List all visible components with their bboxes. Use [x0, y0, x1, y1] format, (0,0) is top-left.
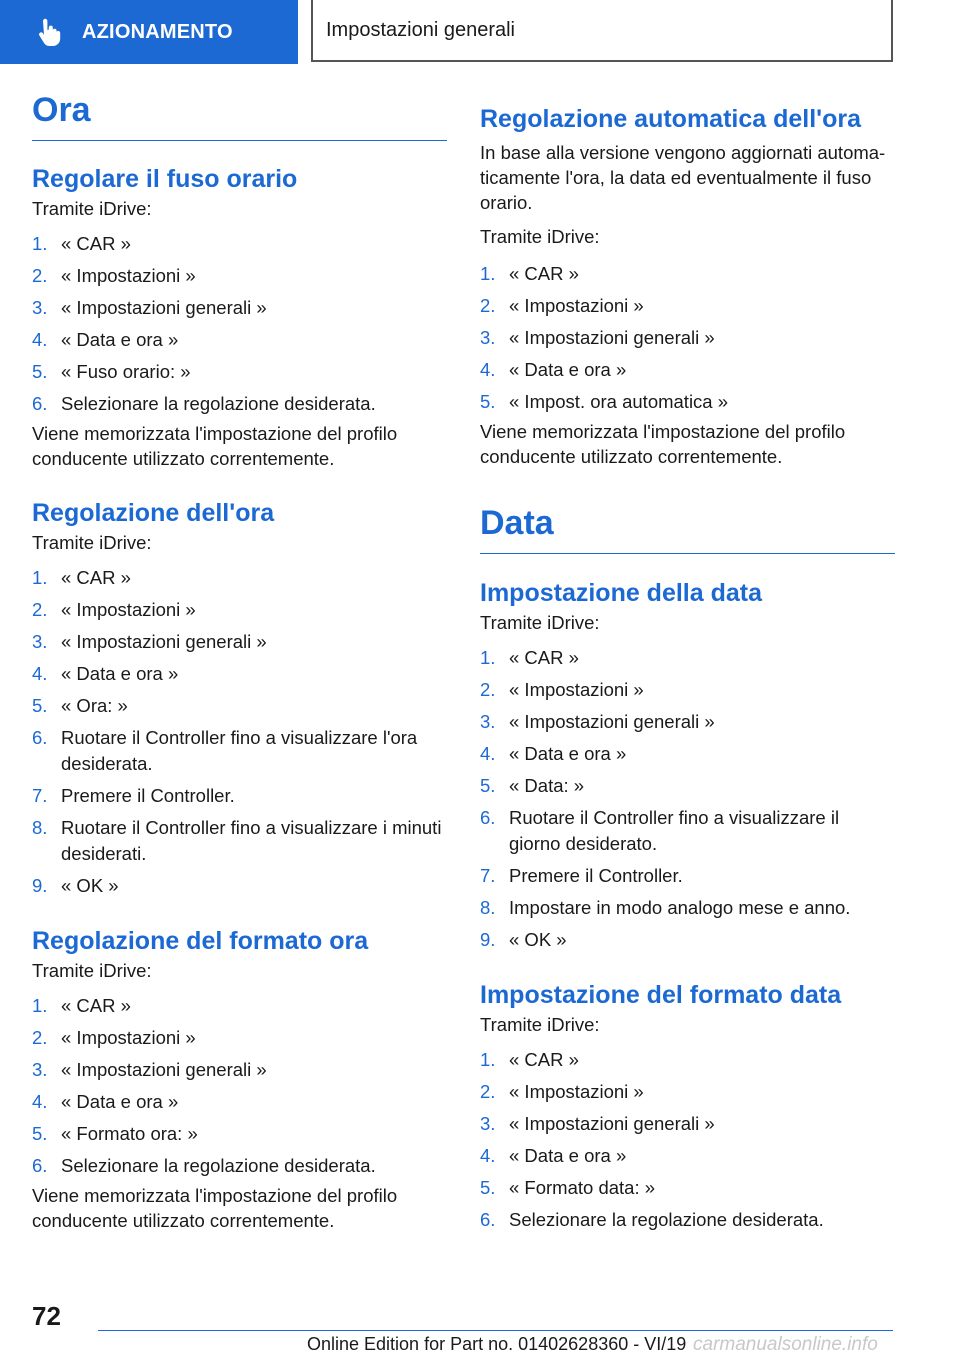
list-item: 5. « Ora: »	[32, 695, 128, 716]
description-text: In base alla versione vengono aggiornati automa-ticamente l'ora, la data ed eventualmente il fuso orario.	[480, 142, 886, 213]
left-column	[32, 90, 447, 1233]
section-tab-label: AZIONAMENTO	[82, 20, 233, 43]
list-item: 2. « Impostazioni »	[32, 1027, 196, 1048]
list-item: 3. « Impostazioni generali »	[32, 297, 267, 318]
list-item: 1. « CAR »	[480, 1049, 579, 1070]
title-ora: Ora	[32, 90, 447, 141]
intro-text: Tramite iDrive:	[480, 1014, 600, 1035]
list-item: 2. « Impostazioni »	[480, 295, 644, 316]
intro-text: Tramite iDrive:	[32, 532, 152, 553]
list-item: 6. Selezionare la regolazione desiderata.	[32, 1155, 376, 1176]
hand-pointer-icon	[34, 17, 64, 47]
intro-text: Tramite iDrive:	[32, 198, 152, 219]
steps-list	[32, 231, 447, 417]
list-item: 4. « Data e ora »	[480, 359, 627, 380]
list-item: 7. Premere il Controller.	[32, 785, 235, 806]
list-item: 8. Ruotare il Controller fino a visualizzare i minuti desiderati.	[32, 817, 442, 864]
list-item: 2. « Impostazioni »	[480, 679, 644, 700]
heading-fuso-orario: Regolare il fuso orario	[32, 165, 298, 193]
page-number: 72	[32, 1301, 61, 1331]
list-item: 6. Selezionare la regolazione desiderata.	[480, 1209, 824, 1230]
list-item: 2. « Impostazioni »	[480, 1081, 644, 1102]
list-item: 5. « Impost. ora automatica »	[480, 391, 729, 412]
list-item: 4. « Data e ora »	[32, 663, 179, 684]
note-text: Viene memorizzata l'impostazione del profilo conducente utilizzato correntemente.	[480, 421, 846, 467]
note-text: Viene memorizzata l'impostazione del profilo conducente utilizzato correntemente.	[32, 1185, 398, 1231]
footer-divider	[98, 1330, 893, 1331]
list-item: 4. « Data e ora »	[32, 1091, 179, 1112]
list-item: 1. « CAR »	[32, 567, 131, 588]
list-item: 3. « Impostazioni generali »	[32, 631, 267, 652]
list-item: 1. « CAR »	[32, 233, 131, 254]
list-item: 3. « Impostazioni generali »	[480, 1113, 715, 1134]
steps-list	[32, 993, 447, 1179]
list-item: 6. Selezionare la regolazione desiderata.	[32, 393, 376, 414]
list-item: 3. « Impostazioni generali »	[32, 1059, 267, 1080]
heading-regolazione-automatica: Regolazione automatica dell'ora	[480, 105, 862, 133]
list-item: 1. « CAR »	[480, 263, 579, 284]
list-item: 3. « Impostazioni generali »	[480, 327, 715, 348]
list-item: 5. « Data: »	[480, 775, 585, 796]
list-item: 2. « Impostazioni »	[32, 599, 196, 620]
list-item: 5. « Fuso orario: »	[32, 361, 191, 382]
intro-text: Tramite iDrive:	[32, 960, 152, 981]
header-title-box	[311, 0, 893, 62]
list-item: 5. « Formato data: »	[480, 1177, 656, 1198]
list-item: 9. « OK »	[32, 875, 119, 896]
list-item: 7. Premere il Controller.	[480, 865, 683, 886]
list-item: 6. Ruotare il Controller fino a visualizzare il giorno desiderato.	[480, 807, 840, 854]
heading-impostazione-data: Impostazione della data	[480, 579, 763, 607]
section-tab	[0, 0, 298, 64]
steps-list	[480, 1047, 895, 1233]
edition-text: Online Edition for Part no. 01402628360 - VI/19	[307, 1334, 687, 1354]
list-item: 3. « Impostazioni generali »	[480, 711, 715, 732]
steps-list	[480, 645, 895, 953]
intro-text: Tramite iDrive:	[480, 612, 600, 633]
list-item: 1. « CAR »	[32, 995, 131, 1016]
list-item: 5. « Formato ora: »	[32, 1123, 198, 1144]
list-item: 4. « Data e ora »	[480, 1145, 627, 1166]
list-item: 2. « Impostazioni »	[32, 265, 196, 286]
list-item: 9. « OK »	[480, 929, 567, 950]
right-column	[480, 104, 895, 1233]
steps-list	[32, 565, 447, 899]
note-text: Viene memorizzata l'impostazione del profilo conducente utilizzato correntemente.	[32, 423, 398, 469]
watermark: carmanualsonline.info	[693, 1334, 878, 1355]
title-data: Data	[480, 503, 895, 554]
steps-list	[480, 261, 895, 415]
list-item: 4. « Data e ora »	[32, 329, 179, 350]
list-item: 4. « Data e ora »	[480, 743, 627, 764]
heading-formato-data: Impostazione del formato data	[480, 981, 842, 1009]
heading-formato-ora: Regolazione del formato ora	[32, 927, 369, 955]
list-item: 8. Impostare in modo analogo mese e anno.	[480, 897, 851, 918]
chapter-title: Impostazioni generali	[326, 18, 515, 41]
list-item: 1. « CAR »	[480, 647, 579, 668]
heading-regolazione-ora: Regolazione dell'ora	[32, 499, 275, 527]
intro-text: Tramite iDrive:	[480, 226, 600, 247]
list-item: 6. Ruotare il Controller fino a visualizzare l'ora desiderata.	[32, 727, 418, 774]
